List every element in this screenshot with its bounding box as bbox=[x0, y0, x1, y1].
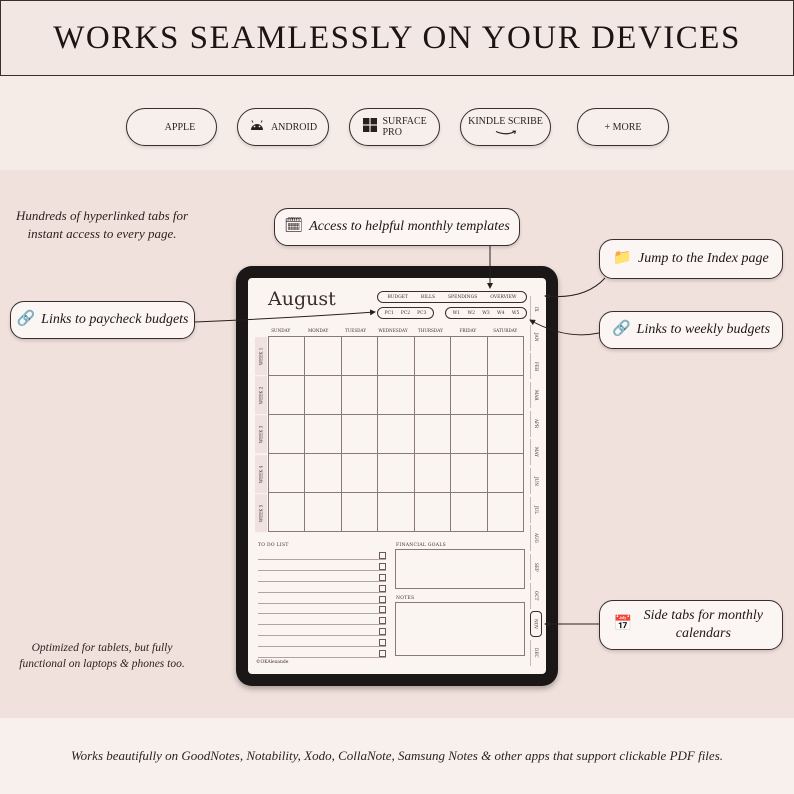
callout-side-tabs bbox=[599, 600, 783, 650]
calendar-day-cell[interactable] bbox=[305, 493, 341, 532]
device-pill-kindle[interactable] bbox=[460, 108, 551, 146]
tab-w5[interactable]: W5 bbox=[511, 310, 520, 316]
calendar-day-cell[interactable] bbox=[415, 415, 451, 454]
calendar-day-cell[interactable] bbox=[378, 493, 414, 532]
calendar-day-cell[interactable] bbox=[488, 493, 524, 532]
planner-top-tabs bbox=[377, 291, 527, 303]
notes-heading: NOTES bbox=[396, 596, 415, 601]
calendar-day-cell[interactable] bbox=[305, 376, 341, 415]
planner-week-labels bbox=[255, 336, 267, 532]
callout-templates bbox=[274, 208, 520, 246]
tab-budget[interactable]: BUDGET bbox=[387, 294, 409, 300]
date-icon: 📅 bbox=[613, 616, 633, 633]
side-tab-dec[interactable]: DEC bbox=[530, 640, 542, 666]
calendar-day-cell[interactable] bbox=[488, 337, 524, 376]
side-tab-jul[interactable]: JUL bbox=[530, 497, 542, 523]
todo-item[interactable] bbox=[258, 626, 386, 636]
calendar-day-cell[interactable] bbox=[378, 415, 414, 454]
footer-text: Works beautifully on GoodNotes, Notability, Xodo, CollaNote, Samsung Notes & other apps that support clickable PDF files. bbox=[70, 748, 724, 763]
day-name: SUNDAY bbox=[271, 328, 291, 333]
week-label[interactable]: WEEK 3 bbox=[255, 414, 267, 453]
link-icon: 🔗 bbox=[16, 311, 36, 328]
header-banner bbox=[0, 0, 794, 76]
calendar-day-cell[interactable] bbox=[342, 454, 378, 493]
calendar-day-cell[interactable] bbox=[451, 493, 487, 532]
apple-icon bbox=[148, 120, 159, 134]
calendar-day-cell[interactable] bbox=[451, 454, 487, 493]
callout-text: Jump to the Index page bbox=[638, 250, 769, 266]
android-icon bbox=[249, 119, 265, 135]
device-pill-more[interactable] bbox=[577, 108, 669, 146]
calendar-day-cell[interactable] bbox=[269, 454, 305, 493]
calendar-day-cell[interactable] bbox=[488, 376, 524, 415]
calendar-day-cell[interactable] bbox=[451, 376, 487, 415]
callout-weekly bbox=[599, 311, 783, 349]
calendar-day-cell[interactable] bbox=[342, 493, 378, 532]
side-tab-index[interactable]: IX bbox=[530, 296, 542, 322]
calendar-day-cell[interactable] bbox=[415, 337, 451, 376]
side-tab-aug[interactable]: AUG bbox=[530, 525, 542, 551]
side-tab-mar[interactable]: MAR bbox=[530, 382, 542, 408]
folder-icon: 📁 bbox=[613, 250, 633, 267]
page-title: WORKS SEAMLESSLY ON YOUR DEVICES bbox=[53, 19, 741, 56]
todo-item[interactable] bbox=[258, 648, 386, 658]
note-optimized: Optimized for tablets, but fully functional on laptops & phones too. bbox=[19, 642, 185, 670]
tab-pc1[interactable]: PC1 bbox=[384, 310, 394, 316]
device-label: SURFACE PRO bbox=[382, 116, 427, 138]
callout-text: Side tabs for monthly calendars bbox=[643, 607, 764, 641]
day-name: WEDNESDAY bbox=[378, 328, 408, 333]
tablet-camera bbox=[370, 269, 420, 274]
calendar-day-cell[interactable] bbox=[342, 376, 378, 415]
week-label[interactable]: WEEK 1 bbox=[255, 336, 267, 375]
week-label[interactable]: WEEK 5 bbox=[255, 493, 267, 532]
planner-month-title: August bbox=[268, 288, 336, 310]
planner-paycheck-tabs bbox=[377, 307, 434, 319]
calendar-day-cell[interactable] bbox=[415, 454, 451, 493]
tab-bills[interactable]: BILLS bbox=[420, 294, 436, 300]
calendar-day-cell[interactable] bbox=[305, 454, 341, 493]
day-name: THURSDAY bbox=[417, 328, 443, 333]
calendar-day-cell[interactable] bbox=[378, 337, 414, 376]
callout-text: Links to paycheck budgets bbox=[41, 311, 189, 327]
callout-paycheck bbox=[10, 301, 195, 339]
footer-band bbox=[0, 718, 794, 794]
device-label: + MORE bbox=[604, 121, 642, 133]
tab-w4[interactable]: W4 bbox=[497, 310, 505, 316]
planner-week-tabs bbox=[445, 307, 527, 319]
todo-item[interactable] bbox=[258, 583, 386, 593]
calendar-day-cell[interactable] bbox=[305, 415, 341, 454]
day-name: FRIDAY bbox=[459, 328, 477, 333]
calendar-day-cell[interactable] bbox=[342, 337, 378, 376]
tab-overview[interactable]: OVERVIEW bbox=[490, 294, 517, 300]
side-tab-jan[interactable]: JAN bbox=[530, 325, 542, 351]
todo-item[interactable] bbox=[258, 561, 386, 571]
callout-text: Links to weekly budgets bbox=[636, 321, 771, 337]
week-label[interactable]: WEEK 4 bbox=[255, 454, 267, 493]
planner-credit: ©OKAlexande bbox=[256, 660, 289, 665]
tab-w1[interactable]: W1 bbox=[452, 310, 461, 316]
windows-icon bbox=[363, 118, 377, 136]
calendar-day-cell[interactable] bbox=[415, 376, 451, 415]
calendar-day-cell[interactable] bbox=[488, 454, 524, 493]
calendar-day-cell[interactable] bbox=[342, 415, 378, 454]
tab-w3[interactable]: W3 bbox=[482, 310, 490, 316]
calendar-day-cell[interactable] bbox=[269, 337, 305, 376]
note-hyperlinked-tabs: Hundreds of hyperlinked tabs for instant access to every page. bbox=[15, 208, 189, 241]
device-pill-android[interactable] bbox=[237, 108, 329, 146]
tab-pc3[interactable]: PC3 bbox=[417, 310, 427, 316]
day-name: MONDAY bbox=[307, 328, 329, 333]
tab-spendings[interactable]: SPENDINGS bbox=[447, 294, 478, 300]
device-label: ANDROID bbox=[270, 121, 318, 133]
side-tab-jun[interactable]: JUN bbox=[530, 468, 542, 494]
todo-heading: TO DO LIST bbox=[258, 543, 289, 548]
todo-item[interactable] bbox=[258, 637, 386, 647]
side-tab-apr[interactable]: APR bbox=[530, 411, 542, 437]
todo-item[interactable] bbox=[258, 594, 386, 604]
calendar-day-cell[interactable] bbox=[305, 337, 341, 376]
calendar-day-cell[interactable] bbox=[378, 376, 414, 415]
planner-day-names bbox=[262, 328, 524, 335]
side-tab-may[interactable]: MAY bbox=[530, 439, 542, 465]
side-tab-nov[interactable]: NOV bbox=[530, 611, 542, 637]
device-pill-apple[interactable] bbox=[126, 108, 217, 146]
callout-index bbox=[599, 239, 783, 279]
day-name: TUESDAY bbox=[344, 328, 367, 333]
calendar-day-cell[interactable] bbox=[415, 493, 451, 532]
device-label: APPLE bbox=[159, 121, 190, 133]
side-tab-feb[interactable]: FEB bbox=[530, 353, 542, 379]
goals-heading: FINANCIAL GOALS bbox=[396, 543, 447, 548]
side-tab-sep[interactable]: SEP bbox=[530, 554, 542, 580]
todo-item[interactable] bbox=[258, 604, 386, 614]
side-tab-oct[interactable]: OCT bbox=[530, 583, 542, 609]
tab-pc2[interactable]: PC2 bbox=[400, 310, 411, 316]
todo-item[interactable] bbox=[258, 615, 386, 625]
calendar-day-cell[interactable] bbox=[378, 454, 414, 493]
todo-list bbox=[258, 550, 386, 658]
calendar-icon: 🗓 bbox=[284, 218, 304, 235]
callout-text: Access to helpful monthly templates bbox=[309, 218, 510, 234]
todo-item[interactable] bbox=[258, 550, 386, 560]
calendar-day-cell[interactable] bbox=[269, 376, 305, 415]
todo-item[interactable] bbox=[258, 572, 386, 582]
calendar-day-cell[interactable] bbox=[451, 415, 487, 454]
day-name: SATURDAY bbox=[493, 328, 518, 333]
calendar-day-cell[interactable] bbox=[269, 493, 305, 532]
device-pill-surface[interactable] bbox=[349, 108, 440, 146]
calendar-day-cell[interactable] bbox=[488, 415, 524, 454]
tab-w2[interactable]: W2 bbox=[467, 310, 475, 316]
planner-month-side-tabs bbox=[530, 296, 542, 666]
device-label: KINDLE SCRIBE bbox=[468, 115, 543, 127]
goals-box[interactable] bbox=[395, 549, 525, 589]
calendar-day-cell[interactable] bbox=[269, 415, 305, 454]
week-label[interactable]: WEEK 2 bbox=[255, 375, 267, 414]
calendar-day-cell[interactable] bbox=[451, 337, 487, 376]
amazon-icon bbox=[495, 128, 517, 139]
notes-box[interactable] bbox=[395, 602, 525, 656]
planner-calendar-grid bbox=[268, 336, 524, 532]
link-icon: 🔗 bbox=[611, 321, 631, 338]
